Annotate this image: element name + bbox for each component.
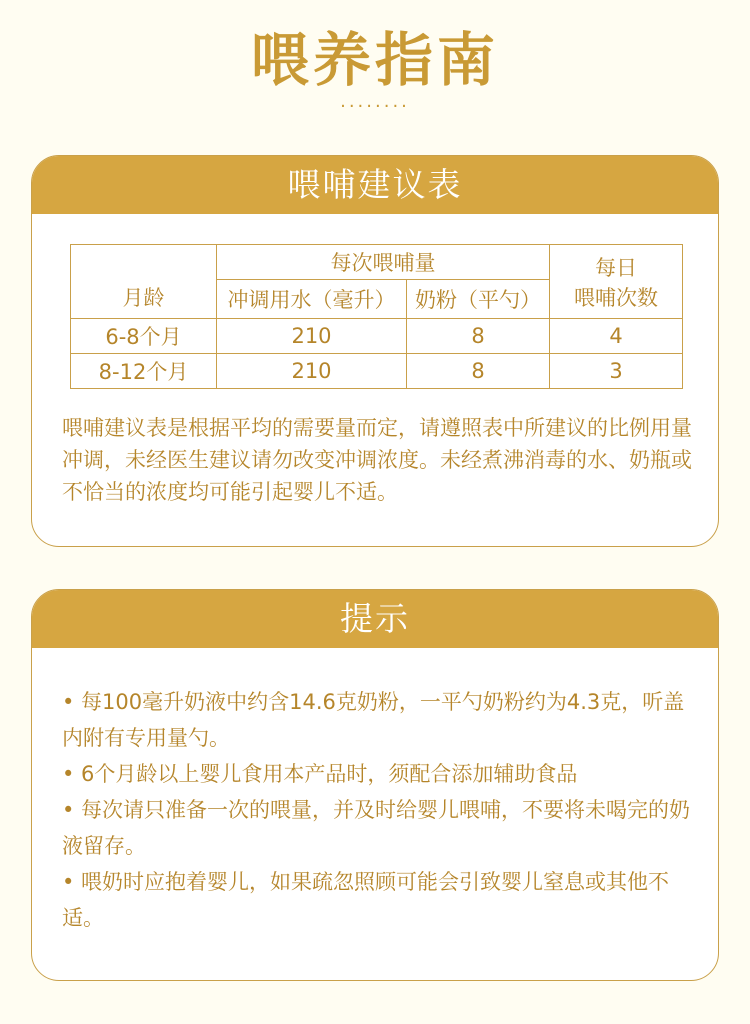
feeding-table xyxy=(70,244,683,389)
cell-water: 210 xyxy=(217,354,407,389)
cell-age: 8-12个月 xyxy=(71,354,217,389)
column-header-daily-line2: 喂哺次数 xyxy=(574,285,658,310)
column-header-age: 月龄 xyxy=(71,245,217,319)
tip-item: • 喂奶时应抱着婴儿，如果疏忽照顾可能会引致婴儿窒息或其他不适。 xyxy=(62,870,670,930)
tip-item: • 每次请只准备一次的喂量，并及时给婴儿喂哺，不要将未喝完的奶液留存。 xyxy=(62,798,691,858)
column-header-daily xyxy=(550,245,683,319)
tip-item: • 每100毫升奶液中约含14.6克奶粉，一平勺奶粉约为4.3克，听盖内附有专用量勺。 xyxy=(62,690,685,750)
table-row xyxy=(71,319,683,354)
cell-daily: 4 xyxy=(550,319,683,354)
tip-item: • 6个月龄以上婴儿食用本产品时，须配合添加辅助食品 xyxy=(62,762,578,786)
cell-age: 6-8个月 xyxy=(71,319,217,354)
cell-daily: 3 xyxy=(550,354,683,389)
column-header-daily-line1: 每日 xyxy=(595,255,637,280)
cell-powder: 8 xyxy=(407,354,550,389)
column-header-powder: 奶粉（平勺） xyxy=(407,280,550,319)
feeding-table-header: 喂哺建议表 xyxy=(32,156,718,214)
tips-header: 提示 xyxy=(32,590,718,648)
tips-list xyxy=(62,684,694,936)
cell-water: 210 xyxy=(217,319,407,354)
cell-powder: 8 xyxy=(407,319,550,354)
column-header-amount-group: 每次喂哺量 xyxy=(217,245,550,280)
table-row xyxy=(71,354,683,389)
tips-card xyxy=(31,589,719,981)
feeding-table-note: 喂哺建议表是根据平均的需要量而定，请遵照表中所建议的比例用量冲调，未经医生建议请勿改变冲调浓度。未经煮沸消毒的水、奶瓶或不恰当的浓度均可能引起婴儿不适。 xyxy=(62,416,692,504)
feeding-table-card xyxy=(31,155,719,547)
page-title: 喂养指南 xyxy=(250,26,499,94)
column-header-water: 冲调用水（毫升） xyxy=(217,280,407,319)
table-header-row xyxy=(71,245,683,280)
title-dots-divider: ········ xyxy=(340,96,410,117)
